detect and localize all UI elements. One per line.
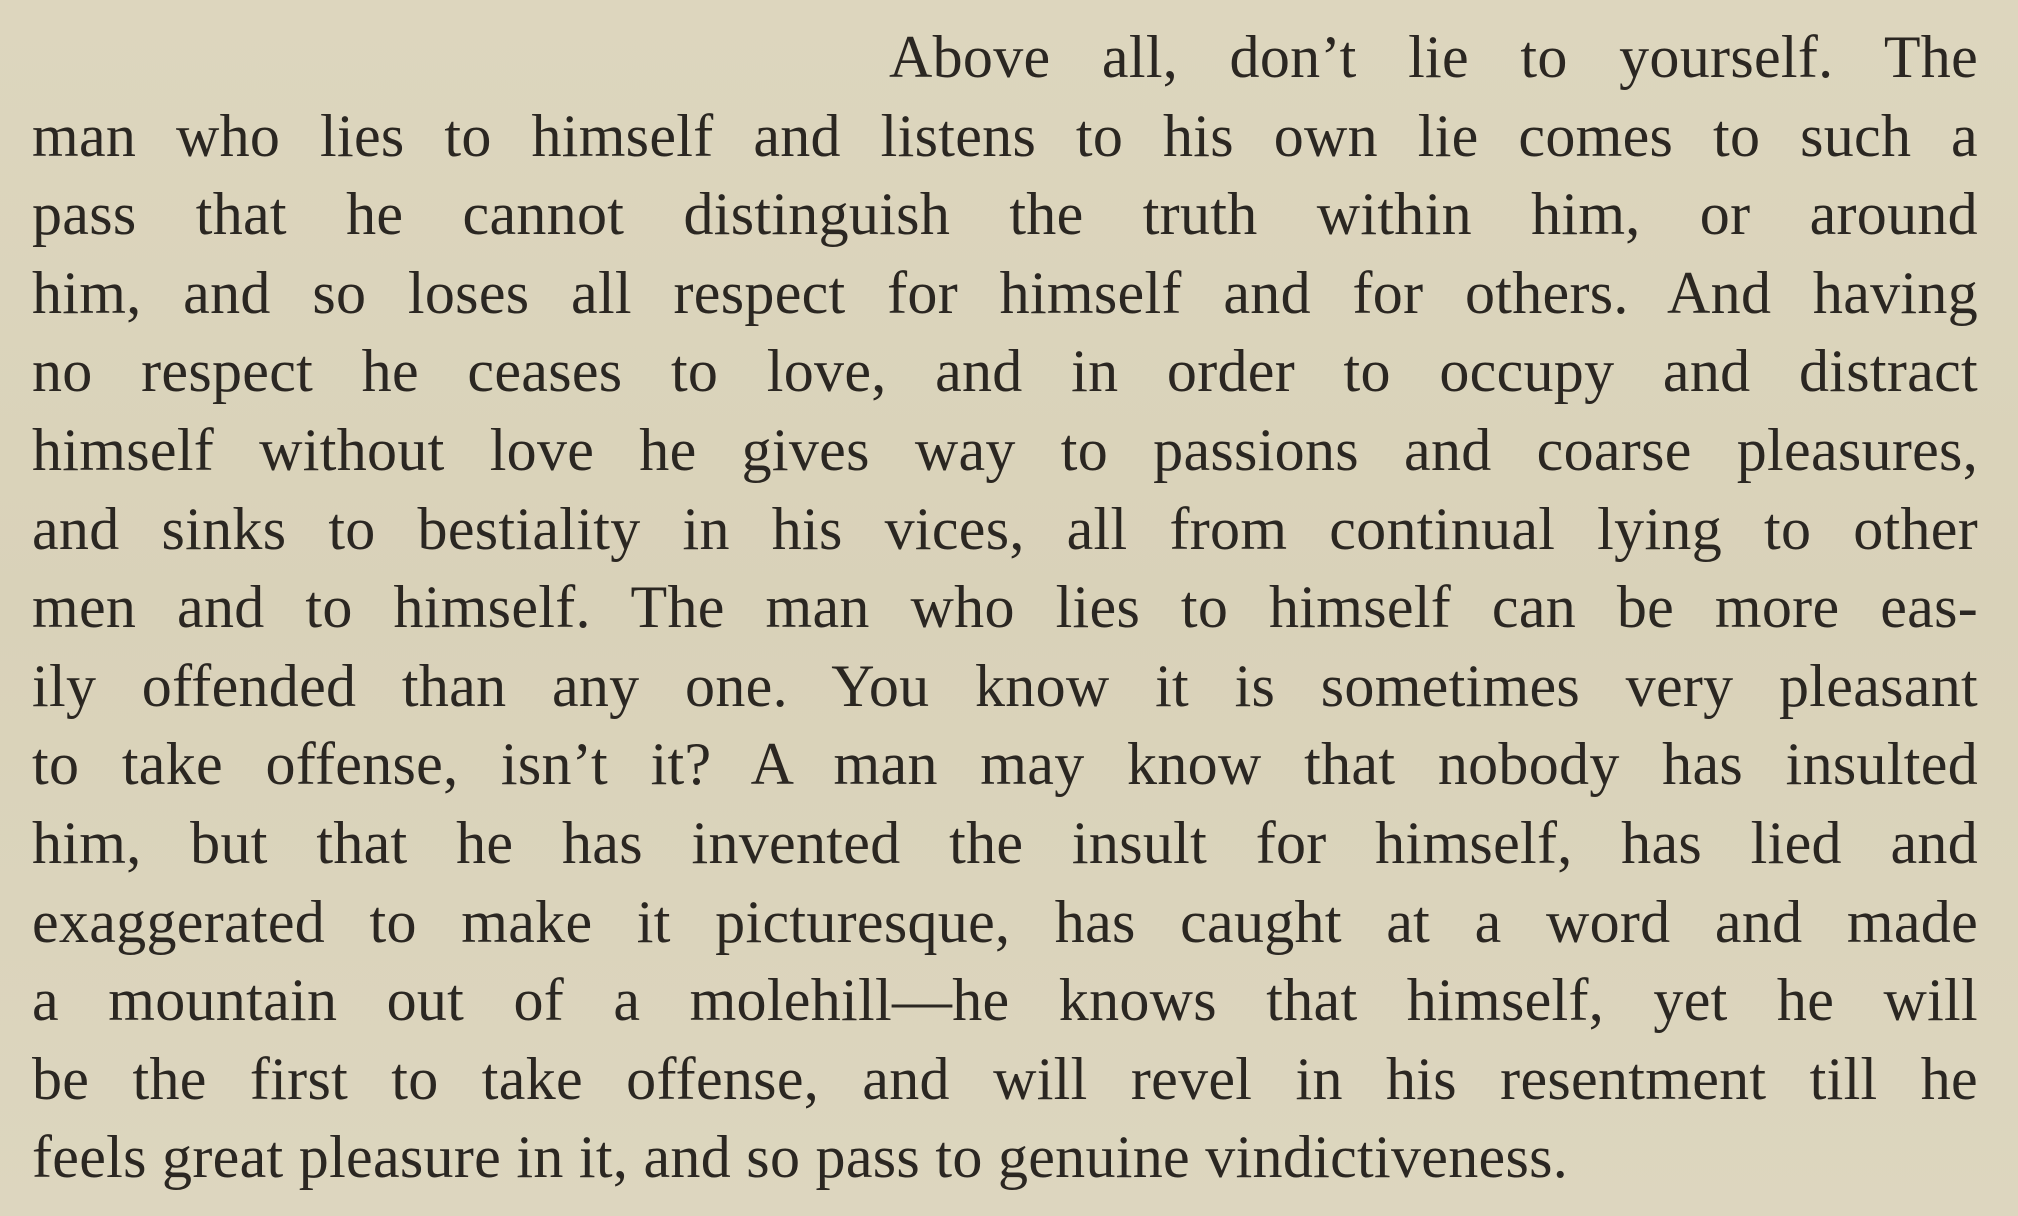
text-line: to take offense, isn’t it? A man may know that nobody has insulted <box>32 731 1978 798</box>
text-line: men and to himself. The man who lies to himself can be more eas- <box>32 574 1978 641</box>
text-line: him, and so loses all respect for himself and for others. And having <box>32 259 1978 326</box>
text-line: and sinks to bestiality in his vices, all from continual lying to other <box>32 495 1978 562</box>
text-line: no respect he ceases to love, and in order to occupy and distract <box>32 338 1978 405</box>
text-line: a mountain out of a molehill—he knows that himself, yet he will <box>32 967 1978 1034</box>
text-line: him, but that he has invented the insult for himself, has lied and <box>32 809 1978 876</box>
text-line: man who lies to himself and listens to his own lie comes to such a <box>32 102 1978 169</box>
text-line: himself without love he gives way to passions and coarse pleasures, <box>32 416 1978 483</box>
text-line: feels great pleasure in it, and so pass to genuine vindictiveness. <box>32 1124 1569 1191</box>
text-line: pass that he cannot distinguish the truth within him, or around <box>32 181 1978 248</box>
text-line: Above all, don’t lie to yourself. The <box>889 24 1978 90</box>
paragraph <box>32 18 1978 1197</box>
text-line: ily offended than any one. You know it is sometimes very pleasant <box>32 652 1978 719</box>
text-line: be the first to take offense, and will revel in his resentment till he <box>32 1045 1978 1112</box>
text-line: exaggerated to make it picturesque, has caught at a word and made <box>32 888 1978 955</box>
